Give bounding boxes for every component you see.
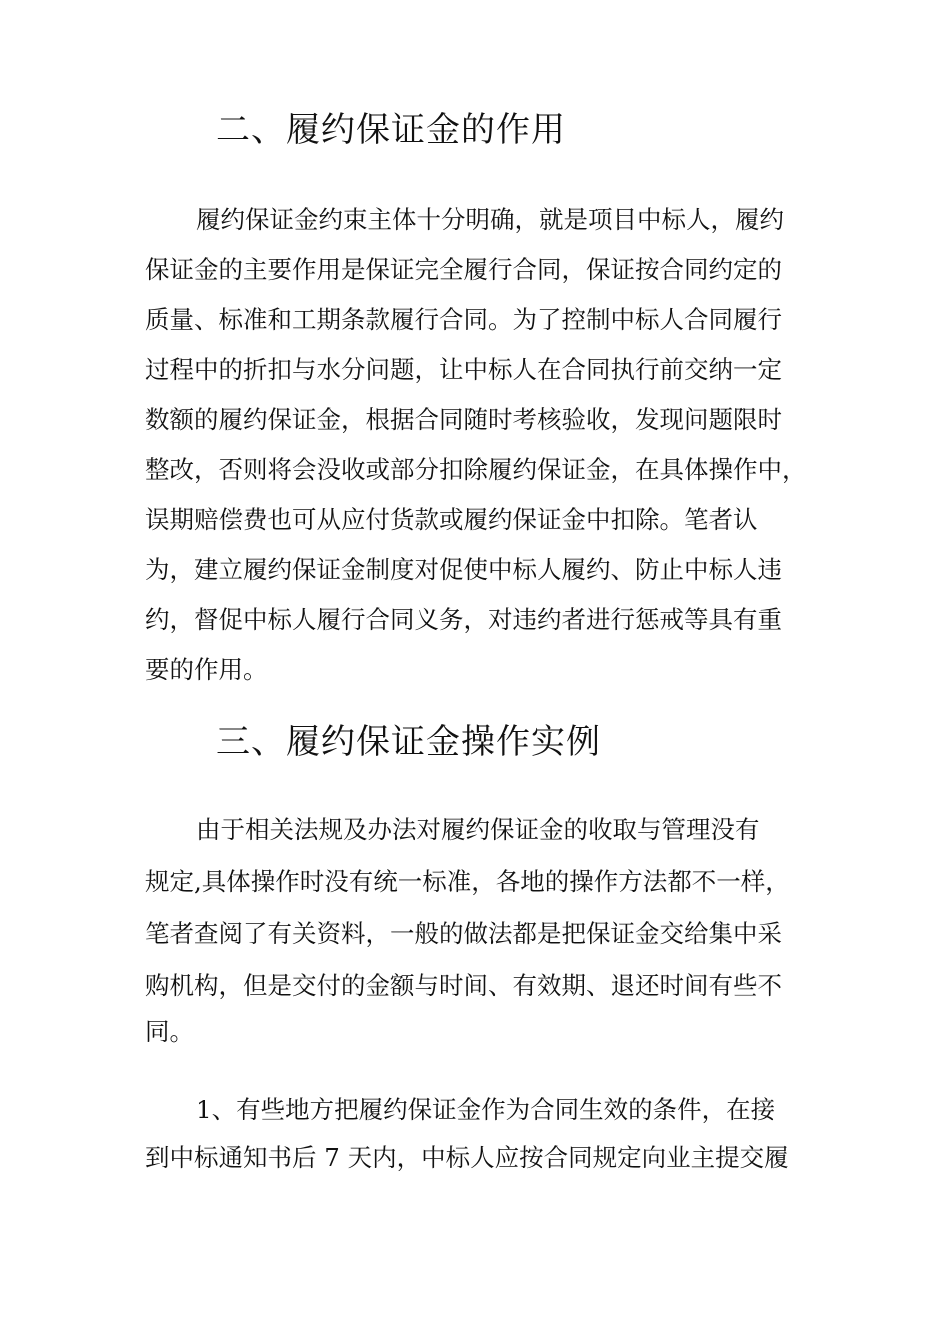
paragraph-line: 履约保证金约束主体十分明确，就是项目中标人，履约 — [196, 205, 784, 234]
paragraph-line: 为，建立履约保证金制度对促使中标人履约、防止中标人违 — [145, 555, 782, 584]
paragraph-line: 规定,具体操作时没有统一标准，各地的操作方法都不一样， — [145, 867, 790, 896]
section-3-heading: 三、履约保证金操作实例 — [216, 722, 601, 762]
paragraph-line: 由于相关法规及办法对履约保证金的收取与管理没有 — [196, 815, 760, 844]
paragraph-line: 购机构，但是交付的金额与时间、有效期、退还时间有些不 — [145, 971, 782, 1000]
paragraph-line: 约，督促中标人履行合同义务，对违约者进行惩戒等具有重 — [145, 605, 782, 634]
paragraph-line: 保证金的主要作用是保证完全履行合同，保证按合同约定的 — [145, 255, 782, 284]
section-2-heading: 二、履约保证金的作用 — [216, 110, 566, 150]
paragraph-line: 误期赔偿费也可从应付货款或履约保证金中扣除。笔者认 — [145, 505, 758, 534]
paragraph-line: 数额的履约保证金，根据合同随时考核验收，发现问题限时 — [145, 405, 782, 434]
paragraph-line: 1、有些地方把履约保证金作为合同生效的条件，在接 — [196, 1095, 776, 1124]
paragraph-line: 到中标通知书后 7 天内，中标人应按合同规定向业主提交履 — [145, 1143, 789, 1172]
paragraph-line: 过程中的折扣与水分问题，让中标人在合同执行前交纳一定 — [145, 355, 782, 384]
paragraph-line: 质量、标准和工期条款履行合同。为了控制中标人合同履行 — [145, 305, 782, 334]
paragraph-line: 要的作用。 — [145, 655, 268, 684]
paragraph-line: 同。 — [145, 1017, 194, 1046]
paragraph-line: 整改，否则将会没收或部分扣除履约保证金，在具体操作中， — [145, 455, 807, 484]
paragraph-line: 笔者查阅了有关资料，一般的做法都是把保证金交给集中采 — [145, 919, 782, 948]
